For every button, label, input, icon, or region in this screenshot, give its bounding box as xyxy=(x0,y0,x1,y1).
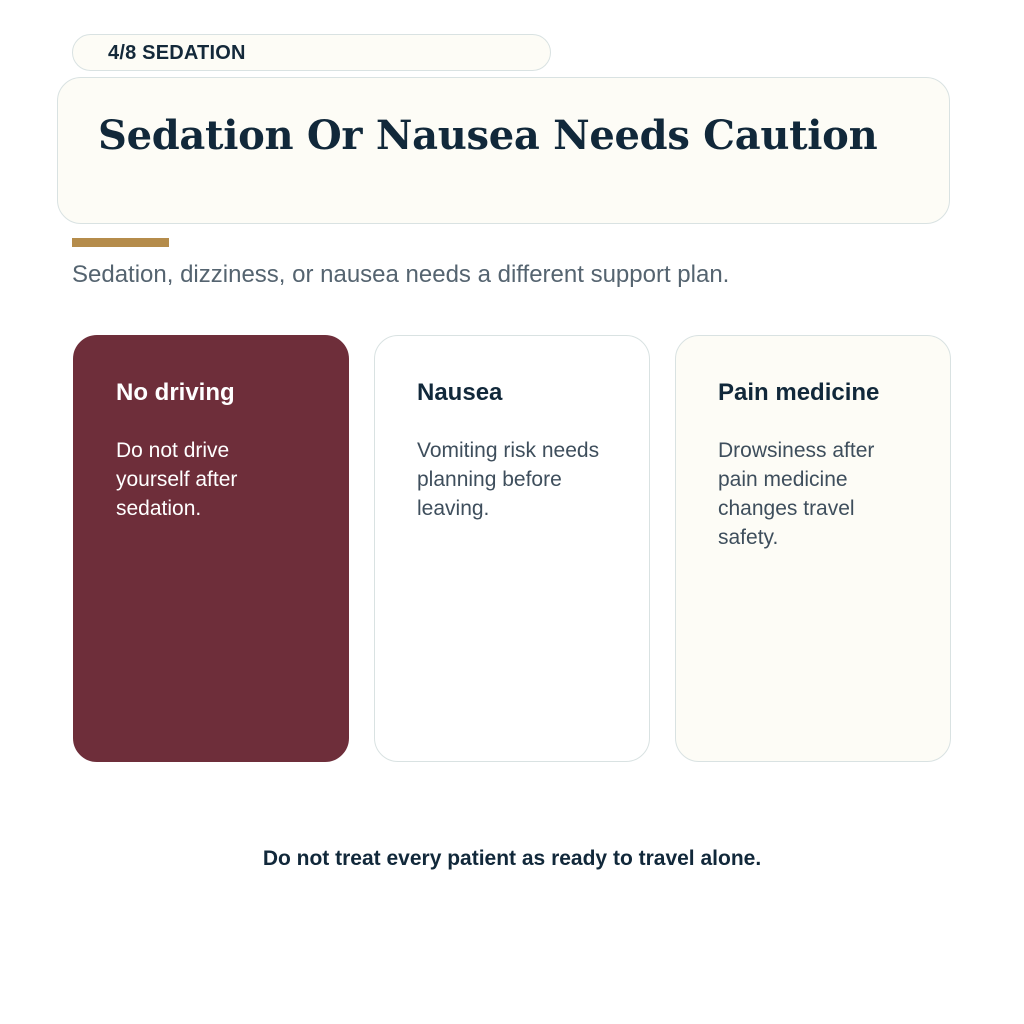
page-subtitle: Sedation, dizziness, or nausea needs a different support plan. xyxy=(72,261,730,288)
progress-indicator: 4/8 SEDATION xyxy=(72,34,551,71)
card-title: Nausea xyxy=(417,379,503,406)
card-no-driving xyxy=(73,335,349,762)
card-nausea xyxy=(374,335,650,762)
page-title: Sedation Or Nausea Needs Caution xyxy=(98,112,878,159)
title-card xyxy=(57,77,950,224)
card-body: Drowsiness after pain medicine changes travel safety. xyxy=(718,439,875,549)
card-title: Pain medicine xyxy=(718,379,880,406)
footer-note: Do not treat every patient as ready to travel alone. xyxy=(262,847,762,870)
card-body: Do not drive yourself after sedation. xyxy=(116,439,238,520)
card-title: No driving xyxy=(116,379,235,406)
card-pain-medicine xyxy=(675,335,951,762)
card-body: Vomiting risk needs planning before leaving. xyxy=(417,439,600,520)
accent-divider xyxy=(72,238,169,247)
